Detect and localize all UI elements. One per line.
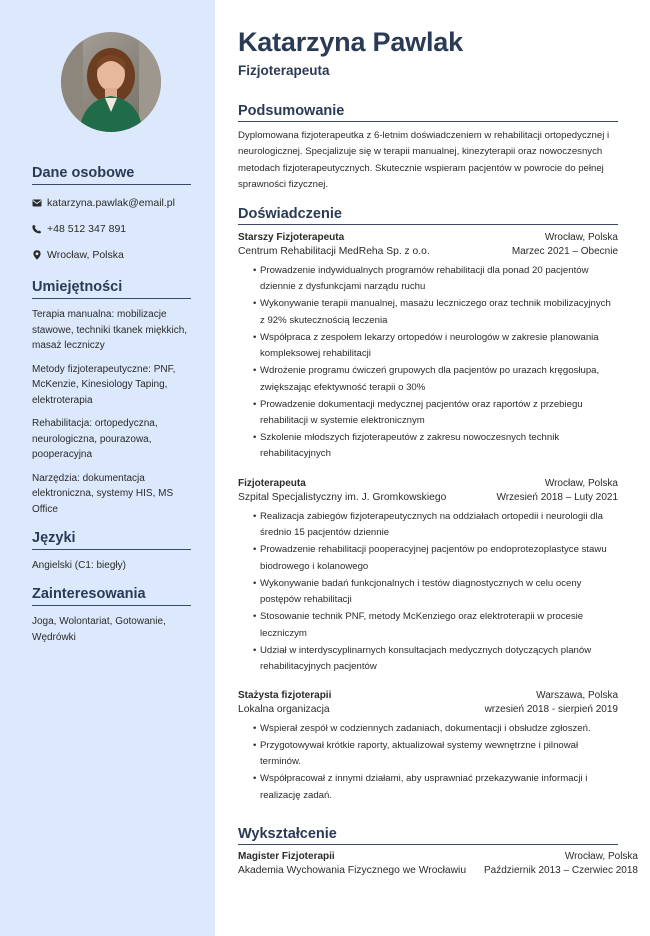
skills-title: Umiejętności [32,279,191,299]
job-location: Wrocław, Polska [544,232,618,243]
location-row [32,248,191,261]
phone-text[interactable]: +48 512 347 891 [47,222,127,235]
job-bullet: • Wykonywanie terapii manualnej, masażu leczniczego oraz technik mobilizacyjnych z 92% skutecznością leczenia [254,296,618,329]
languages-section [32,530,191,574]
job-organization: Lokalna organizacja [238,704,330,715]
job-bullet: • Prowadzenie rehabilitacji pooperacyjnej pacjentów po endoprotezoplastyce stawu biodrowego i kolanowego [254,542,618,575]
interests-title: Zainteresowania [32,586,191,606]
personal-info-section [32,165,191,274]
job-title: Fizjoterapeuta [238,478,306,489]
job-bullet: • Stosowanie technik PNF, metody McKenziego oraz elektroterapii w procesie leczniczym [254,609,618,642]
education-dates: Październik 2013 – Czerwiec 2018 [484,865,638,876]
job-bullet: • Realizacja zabiegów fizjoterapeutycznych na oddziałach ortopedii i neurologii dla średnio 15 pacjentów dziennie [254,509,618,542]
candidate-role: Fizjoterapeuta [238,63,330,78]
job-bullet: • Prowadzenie indywidualnych programów rehabilitacji dla ponad 20 pacjentów dziennie z dysfunkcjami narządu ruchu [254,263,618,296]
personal-info-title: Dane osobowe [32,165,191,185]
job-entry [238,689,618,805]
job-bullets [238,509,618,675]
map-pin-icon [32,250,42,260]
job-dates: wrzesień 2018 - sierpień 2019 [484,704,618,715]
job-bullets [238,721,618,804]
job-organization: Centrum Rehabilitacji MedReha Sp. z o.o. [238,246,430,257]
job-dates: Marzec 2021 – Obecnie [511,246,618,257]
job-organization: Szpital Specjalistyczny im. J. Gromkowskiego [238,492,447,503]
summary-text: Dyplomowana fizjoterapeutka z 6-letnim doświadczeniem w rehabilitacji ortopedycznej i neurologicznej. Specjalizuje się w terapii manualnej, kinezyterapii oraz nowoczesnych metodach fizjoterapeutycznych. Skutecznie wspieram pacjentów w powrocie do pełnej sprawności fizycznej. [238,130,610,190]
job-bullet: • Wykonywanie badań funkcjonalnych i testów diagnostycznych w celu oceny postępów rehabilitacji [254,576,618,609]
profile-photo-image [61,32,161,132]
job-bullet: • Wspierał zespół w codziennych zadaniach, dokumentacji i obsłudze zgłoszeń. [254,721,618,737]
job-title: Stażysta fizjoterapii [238,690,332,701]
experience-title: Doświadczenie [238,206,618,225]
education-entry [238,850,638,878]
job-dates: Wrzesień 2018 – Luty 2021 [496,492,618,503]
skill-item: Narzędzia: dokumentacja elektroniczna, systemy HIS, MS Office [32,472,174,515]
email-text[interactable]: katarzyna.pawlak@email.pl [47,196,175,209]
job-bullet: • Wdrożenie programu ćwiczeń grupowych dla pacjentów po urazach kręgosłupa, zwiększając efektywność terapii o 30% [254,363,618,396]
email-row [32,196,191,209]
skills-section [32,279,191,525]
skill-item: Metody fizjoterapeutyczne: PNF, McKenzie, Kinesiology Taping, elektroterapia [32,363,176,406]
job-location: Wrocław, Polska [544,478,618,489]
skill-item: Terapia manualna: mobilizacje stawowe, techniki tkanek miękkich, masaż leczniczy [32,309,188,351]
degree-title: Magister Fizjoterapii [238,851,335,862]
job-entry [238,477,618,676]
sidebar [0,0,215,936]
job-bullet: • Współpracował z innymi działami, aby usprawniać przekazywanie informacji i realizację zadań. [254,771,618,804]
job-bullet: • Udział w interdyscyplinarnych konsultacjach medycznych dotyczących planów rehabilitacyjnych pacjentów [254,643,618,676]
job-title: Starszy Fizjoterapeuta [238,232,345,243]
job-entry [238,231,618,463]
envelope-icon [32,198,42,208]
job-bullet: • Współpraca z zespołem lekarzy ortopedów i neurologów w zakresie planowania kompleksowej rehabilitacji [254,330,618,363]
languages-title: Języki [32,530,191,550]
job-bullet: • Prowadzenie dokumentacji medycznej pacjentów oraz raportów z przebiegu rehabilitacji w systemie elektronicznym [254,397,618,430]
job-bullet: • Przygotowywał krótkie raporty, aktualizował systemy wewnętrzne i pilnował terminów. [254,738,618,771]
school-name: Akademia Wychowania Fizycznego we Wrocławiu [238,865,467,876]
education-title: Wykształcenie [238,826,618,845]
phone-row [32,222,191,235]
location-text: Wrocław, Polska [47,248,124,261]
candidate-name: Katarzyna Pawlak [238,27,463,57]
job-location: Warszawa, Polska [536,690,618,701]
phone-icon [32,224,42,234]
languages-text: Angielski (C1: biegły) [32,560,126,571]
profile-photo [61,32,161,132]
interests-section [32,586,191,645]
summary-title: Podsumowanie [238,103,618,122]
job-bullets [238,263,618,463]
skill-item: Rehabilitacja: ortopedyczna, neurologiczna, pourazowa, pooperacyjna [32,418,158,460]
job-bullet: • Szkolenie młodszych fizjoterapeutów z zakresu nowoczesnych technik rehabilitacyjnych [254,430,618,463]
education-location: Wrocław, Polska [564,851,638,862]
interests-text: Joga, Wolontariat, Gotowanie, Wędrówki [32,616,166,643]
